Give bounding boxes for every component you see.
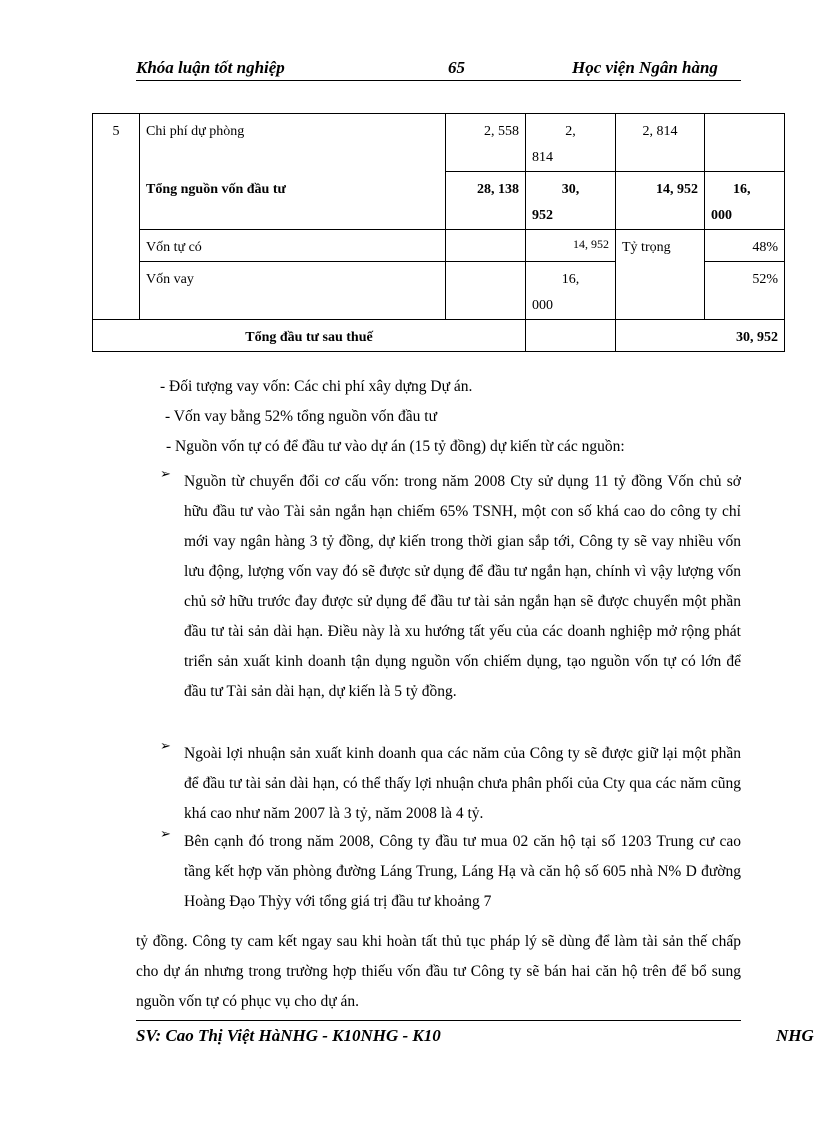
dash-line: - Vốn vay bằng 52% tổng nguồn vốn đầu tư xyxy=(165,408,438,425)
continuation-paragraph: tỷ đồng. Công ty cam kết ngay sau khi hoàn tất thủ tục pháp lý sẽ dùng để làm tài sản thế chấp cho dự án nhưng trong trường hợp thiếu vốn đầu tư Công ty sẽ bán hai căn hộ trên để bổ sung nguồn vốn tự có phục vụ cho dự án. xyxy=(136,933,741,1010)
table-cell xyxy=(93,262,140,320)
table-cell xyxy=(705,114,785,172)
investment-capital-table xyxy=(92,113,785,352)
cell-line: 16, xyxy=(733,182,751,197)
bullet-paragraph: Nguồn từ chuyển đổi cơ cấu vốn: trong năm 2008 Cty sử dụng 11 tỷ đồng Vốn chủ sở hữu đầu tư vào Tài sản ngắn hạn chiếm 65% TSNH, một con số khá cao do công ty chỉ mới vay ngân hàng 3 tỷ đồng, dự kiến trong thời gian sắp tới, Công ty sẽ vay nhiều vốn lưu động, lượng vốn vay đó sẽ được sử dụng để đầu tư ngắn hạn, chính vì vậy lượng vốn chủ sở hữu trước đay được sử dụng để đầu tư tài sản ngắn hạn sẽ được chuyển một phần đầu tư tài sản dài hạn. Điều này là xu hướng tất yếu của các doanh nghiệp mở rộng phát triển sản xuất kinh doanh tận dụng nguồn vốn chiếm dụng, tạo nguồn vốn tự có lớn để đầu tư Tài sản dài hạn, dự kiến là 5 tỷ đồng. xyxy=(184,473,741,700)
header-title-left: Khóa luận tốt nghiệp xyxy=(136,58,285,77)
dash-line: - Nguồn vốn tự có để đầu tư vào dự án (15 tỷ đồng) dự kiến từ các nguồn: xyxy=(166,438,625,455)
cell-line: 16, xyxy=(561,272,580,287)
table-cell: 48% xyxy=(705,230,785,262)
table-cell: 14, 952 xyxy=(526,230,616,262)
table-cell xyxy=(93,172,140,230)
arrow-bullet-icon: ➢ xyxy=(160,826,171,841)
table-cell xyxy=(526,114,616,172)
page-number: 65 xyxy=(448,58,465,77)
cell-line: 000 xyxy=(532,298,553,313)
header-title-right: Học viện Ngân hàng xyxy=(572,58,718,77)
table-cell xyxy=(526,172,616,230)
table-cell xyxy=(446,230,526,262)
table-cell xyxy=(446,262,526,320)
bullet-paragraph: Bên cạnh đó trong năm 2008, Công ty đầu tư mua 02 căn hộ tại số 1203 Trung cư cao tầng kết hợp văn phòng đường Láng Trung, Láng Hạ và căn hộ số 605 nhà N% D đường Hoàng Đạo Thỳy với tổng giá trị đầu tư khoảng 7 xyxy=(184,833,741,910)
table-cell: Chi phí dự phòng xyxy=(140,114,446,172)
cell-line: 000 xyxy=(711,208,732,223)
cell-line: 952 xyxy=(532,208,553,223)
header-divider xyxy=(136,80,741,81)
table-cell: 14, 952 xyxy=(616,172,705,230)
bullet-paragraph: Ngoài lợi nhuận sản xuất kinh doanh qua các năm của Công ty sẽ được giữ lại một phần để đầu tư tài sản dài hạn, có thể thấy lợi nhuận chưa phân phối của Cty qua các năm cũng khá cao như năm 2007 là 3 tỷ, năm 2008 là 4 tỷ. xyxy=(184,745,741,822)
table-cell: Tổng nguồn vốn đầu tư xyxy=(140,172,446,230)
footer-divider xyxy=(136,1020,741,1021)
table-cell xyxy=(93,230,140,262)
table-cell: 30, 952 xyxy=(616,320,785,352)
table-cell: Tỷ trọng xyxy=(616,230,705,320)
table-row xyxy=(93,114,785,172)
table-cell xyxy=(705,172,785,230)
cell-line: 30, xyxy=(561,182,580,197)
table-row xyxy=(93,320,785,352)
table-cell: Tổng đầu tư sau thuế xyxy=(93,320,526,352)
arrow-bullet-icon: ➢ xyxy=(160,738,171,753)
footer-student: SV: Cao Thị Việt HàNHG - K10NHG - K10 xyxy=(136,1026,441,1045)
arrow-bullet-icon: ➢ xyxy=(160,466,171,481)
table-cell: Vốn vay xyxy=(140,262,446,320)
table-cell: 28, 138 xyxy=(446,172,526,230)
table-cell xyxy=(526,320,616,352)
footer-right: NHG xyxy=(776,1026,814,1045)
table-cell: Vốn tự có xyxy=(140,230,446,262)
table-row xyxy=(93,230,785,262)
dash-line: - Đối tượng vay vốn: Các chi phí xây dựng Dự án. xyxy=(160,378,473,395)
table-cell: 52% xyxy=(705,262,785,320)
table-cell xyxy=(526,262,616,320)
table-cell: 2, 814 xyxy=(616,114,705,172)
cell-line: 2, xyxy=(565,124,576,139)
table-row xyxy=(93,172,785,230)
table-cell: 2, 558 xyxy=(446,114,526,172)
cell-line: 814 xyxy=(532,150,553,165)
row-number: 5 xyxy=(93,114,140,172)
